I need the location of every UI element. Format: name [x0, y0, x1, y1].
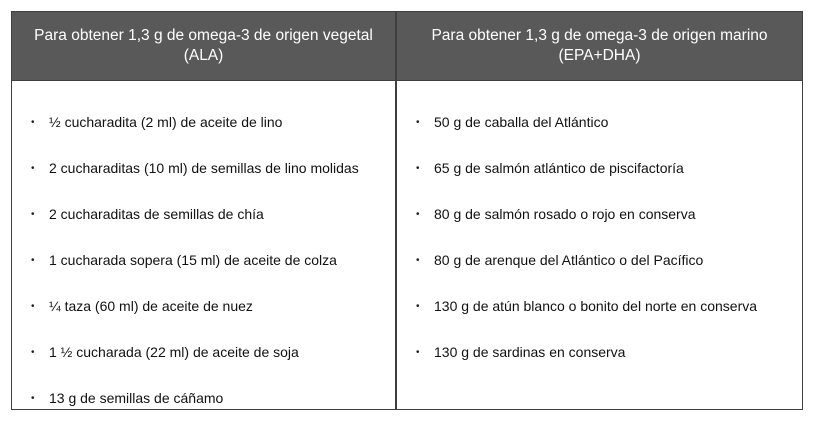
bullet-icon: • — [31, 116, 35, 128]
header-vegetal-text: Para obtener 1,3 g de omega-3 de origen vegetal (ALA) — [34, 27, 373, 64]
list-item — [31, 283, 395, 329]
list-item — [416, 329, 802, 375]
bullet-icon: • — [31, 392, 35, 404]
list-item-text: 50 g de caballa del Atlántico — [434, 114, 609, 130]
bullet-icon: • — [31, 346, 35, 358]
header-vegetal — [12, 12, 397, 81]
header-marino — [397, 12, 802, 81]
omega3-table — [11, 11, 803, 410]
list-item — [31, 99, 395, 145]
list-item-text: 1 ½ cucharada (22 ml) de aceite de soja — [49, 344, 299, 360]
bullet-icon: • — [31, 254, 35, 266]
list-item — [31, 145, 395, 191]
list-item — [416, 237, 802, 283]
bullet-icon: • — [31, 162, 35, 174]
list-item-text: 130 g de atún blanco o bonito del norte en conserva — [434, 298, 758, 314]
bullet-icon: • — [416, 116, 420, 128]
list-item-text: 2 cucharaditas de semillas de chía — [49, 206, 264, 222]
list-item — [416, 145, 802, 191]
list-item-text: 65 g de salmón atlántico de piscifactoría — [434, 160, 684, 176]
bullet-icon: • — [416, 254, 420, 266]
list-item-text: 130 g de sardinas en conserva — [434, 344, 626, 360]
column-vegetal — [12, 81, 397, 409]
bullet-icon: • — [416, 162, 420, 174]
header-marino-text: Para obtener 1,3 g de omega-3 de origen marino (EPA+DHA) — [431, 27, 768, 64]
list-item-text: ¼ taza (60 ml) de aceite de nuez — [49, 298, 253, 314]
bullet-icon: • — [416, 346, 420, 358]
list-item-text: ½ cucharadita (2 ml) de aceite de lino — [49, 114, 283, 130]
list-vegetal — [31, 99, 395, 421]
list-item — [416, 283, 802, 329]
list-item-text: 80 g de salmón rosado o rojo en conserva — [434, 206, 696, 222]
list-item — [31, 237, 395, 283]
bullet-icon: • — [31, 208, 35, 220]
bullet-icon: • — [416, 208, 420, 220]
list-item — [31, 191, 395, 237]
list-item-text: 1 cucharada sopera (15 ml) de aceite de colza — [49, 252, 337, 268]
list-item — [31, 329, 395, 375]
list-item — [416, 191, 802, 237]
bullet-icon: • — [31, 300, 35, 312]
list-item — [31, 375, 395, 421]
list-item-text: 13 g de semillas de cáñamo — [49, 390, 224, 406]
list-marino — [416, 99, 802, 375]
list-item — [416, 99, 802, 145]
bullet-icon: • — [416, 300, 420, 312]
list-item-text: 2 cucharaditas (10 ml) de semillas de lino molidas — [49, 160, 359, 176]
list-item-text: 80 g de arenque del Atlántico o del Pacífico — [434, 252, 704, 268]
column-marino — [397, 81, 802, 409]
